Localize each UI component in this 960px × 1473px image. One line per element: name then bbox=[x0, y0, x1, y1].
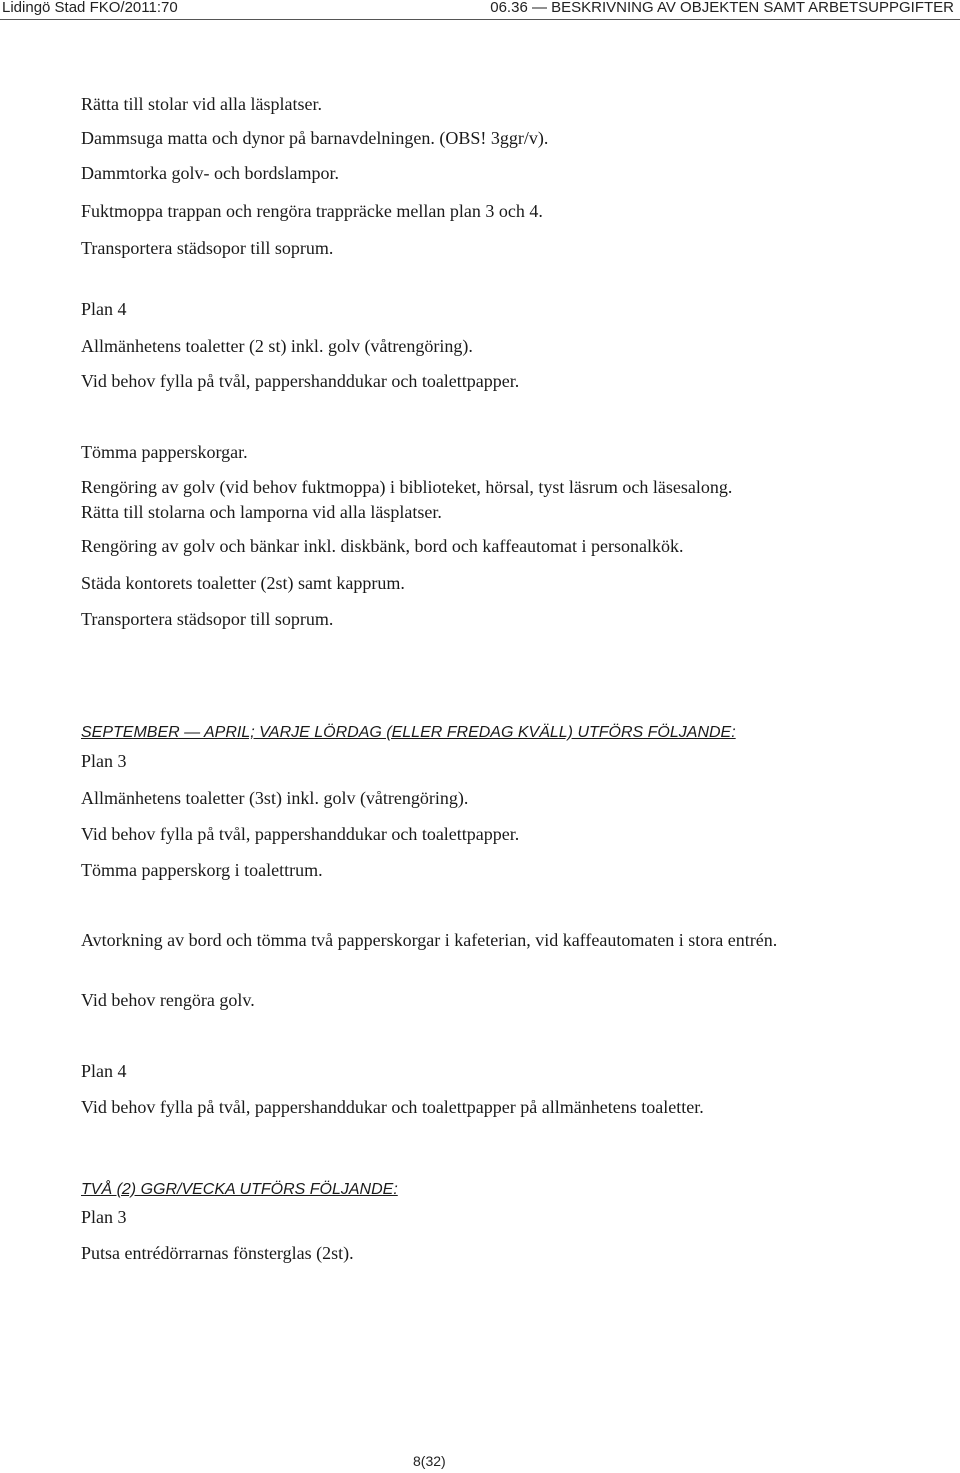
task-line: Tömma papperskorgar. bbox=[81, 442, 248, 462]
task-line: Tömma papperskorg i toalettrum. bbox=[81, 860, 323, 880]
task-line: Transportera städsopor till soprum. bbox=[81, 609, 334, 629]
task-line: Dammsuga matta och dynor på barnavdelningen. (OBS! 3ggr/v). bbox=[81, 128, 549, 148]
task-line: Allmänhetens toaletter (3st) inkl. golv (våtrengöring). bbox=[81, 788, 469, 808]
task-line: Transportera städsopor till soprum. bbox=[81, 238, 334, 258]
task-line: Vid behov fylla på tvål, pappershanddukar och toalettpapper på allmänhetens toaletter. bbox=[81, 1097, 704, 1117]
task-line: Dammtorka golv- och bordslampor. bbox=[81, 163, 339, 183]
task-line: Putsa entrédörrarnas fönsterglas (2st). bbox=[81, 1243, 354, 1263]
section-heading-twice-weekly: TVÅ (2) GGR/VECKA UTFÖRS FÖLJANDE: bbox=[81, 1181, 398, 1198]
plan-heading: Plan 3 bbox=[81, 751, 127, 771]
task-line: Vid behov fylla på tvål, pappershanddukar och toalettpapper. bbox=[81, 824, 520, 844]
document-header-left: Lidingö Stad FKO/2011:70 bbox=[2, 0, 178, 16]
task-paragraph: Avtorkning av bord och tömma två papperskorgar i kafeterian, vid kaffeautomaten i stora entrén. bbox=[81, 930, 778, 950]
task-line: Vid behov rengöra golv. bbox=[81, 990, 255, 1010]
task-line: Vid behov fylla på tvål, pappershanddukar och toalettpapper. bbox=[81, 371, 520, 391]
header-divider bbox=[0, 19, 960, 20]
plan-heading: Plan 4 bbox=[81, 299, 127, 319]
task-line: Fuktmoppa trappan och rengöra trappräcke mellan plan 3 och 4. bbox=[81, 201, 543, 221]
task-line: Rengöring av golv (vid behov fuktmoppa) i biblioteket, hörsal, tyst läsrum och läsesalong. bbox=[81, 477, 733, 497]
plan-heading: Plan 3 bbox=[81, 1207, 127, 1227]
task-line: Rätta till stolar vid alla läsplatser. bbox=[81, 94, 322, 114]
document-header-right: 06.36 — BESKRIVNING AV OBJEKTEN SAMT ARBETSUPPGIFTER bbox=[490, 0, 954, 16]
section-heading-september-april: SEPTEMBER — APRIL; VARJE LÖRDAG (ELLER FREDAG KVÄLL) UTFÖRS FÖLJANDE: bbox=[81, 724, 736, 741]
plan-heading: Plan 4 bbox=[81, 1061, 127, 1081]
page-number: 8(32) bbox=[413, 1453, 446, 1469]
task-line: Allmänhetens toaletter (2 st) inkl. golv (våtrengöring). bbox=[81, 336, 473, 356]
task-line: Rätta till stolarna och lamporna vid alla läsplatser. bbox=[81, 502, 442, 522]
task-line: Städa kontorets toaletter (2st) samt kapprum. bbox=[81, 573, 405, 593]
task-line: Rengöring av golv och bänkar inkl. diskbänk, bord och kaffeautomat i personalkök. bbox=[81, 536, 684, 556]
